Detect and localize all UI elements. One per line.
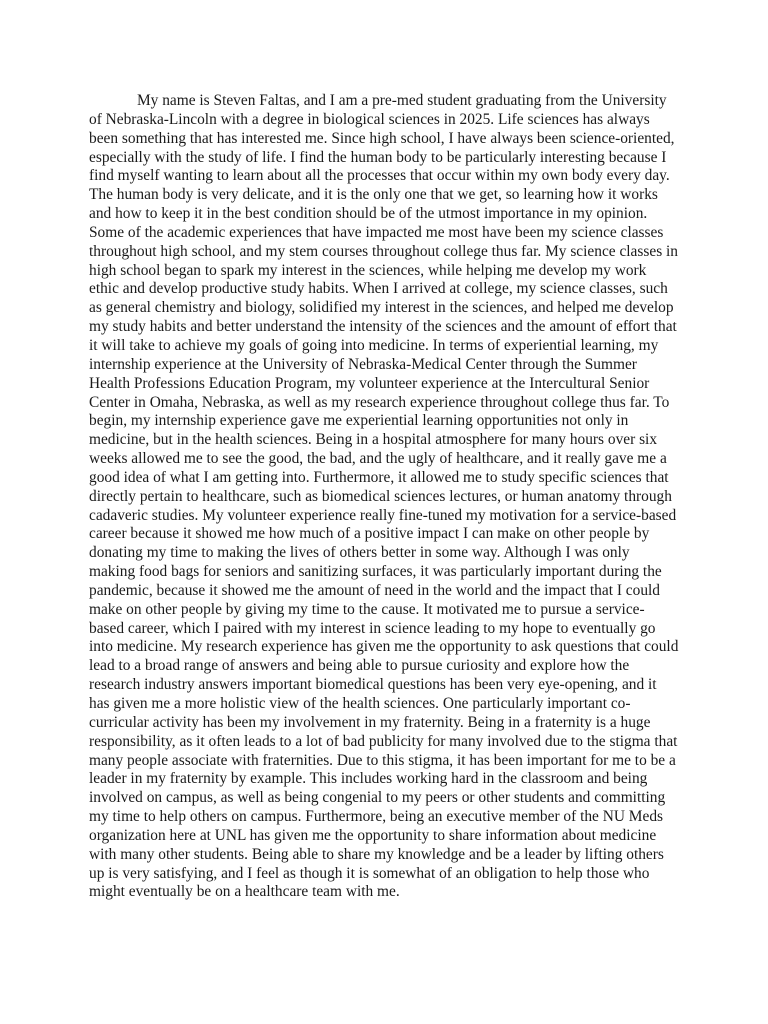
essay-paragraph: My name is Steven Faltas, and I am a pre-med student graduating from the University of Nebraska-Lincoln with a degree in biological sciences in 2025. Life sciences has always been something that has interested me. Since high school, I have always been science-oriented, especially with the study of life. I find the human body to be particularly interesting because I find myself wanting to learn about all the processes that occur within my own body every day. The human body is very delicate, and it is the only one that we get, so learning how it works and how to keep it in the best condition should be of the utmost importance in my opinion. Some of the academic experiences that have impacted me most have been my science classes throughout high school, and my stem courses throughout college thus far. My science classes in high school began to spark my interest in the sciences, while helping me develop my work ethic and develop productive study habits. When I arrived at college, my science classes, such as general chemistry and biology, solidified my interest in the sciences, and helped me develop my study habits and better understand the intensity of the sciences and the amount of effort that it will take to achieve my goals of going into medicine. In terms of experiential learning, my internship experience at the University of Nebraska-Medical Center through the Summer Health Professions Education Program, my volunteer experience at the Intercultural Senior Center in Omaha, Nebraska, as well as my research experience throughout college thus far. To begin, my internship experience gave me experiential learning opportunities not only in medicine, but in the health sciences. Being in a hospital atmosphere for many hours over six weeks allowed me to see the good, the bad, and the ugly of healthcare, and it really gave me a good idea of what I am getting into. Furthermore, it allowed me to study specific sciences that directly pertain to healthcare, such as biomedical sciences lectures, or human anatomy through cadaveric studies. My volunteer experience really fine-tuned my motivation for a service-based career because it showed me how much of a positive impact I can make on other people by donating my time to making the lives of others better in some way. Although I was only making food bags for seniors and sanitizing surfaces, it was particularly important during the pandemic, because it showed me the amount of need in the world and the impact that I could make on other people by giving my time to the cause. It motivated me to pursue a service-based career, which I paired with my interest in science leading to my hope to eventually go into medicine. My research experience has given me the opportunity to ask questions that could lead to a broad range of answers and being able to pursue curiosity and explore how the research industry answers important biomedical questions has been very eye-opening, and it has given me a more holistic view of the health sciences. One particularly important co-curricular activity has been my involvement in my fraternity. Being in a fraternity is a huge responsibility, as it often leads to a lot of bad publicity for many involved due to the stigma that many people associate with fraternities. Due to this stigma, it has been important for me to be a leader in my fraternity by example. This includes working hard in the classroom and being involved on campus, as well as being congenial to my peers or other students and committing my time to help others on campus. Furthermore, being an executive member of the NU Meds organization here at UNL has given me the opportunity to share information about medicine with many other students. Being able to share my knowledge and be a leader by lifting others up is very satisfying, and I feel as though it is somewhat of an obligation to help those who might eventually be on a healthcare team with me. (89, 92, 679, 901)
